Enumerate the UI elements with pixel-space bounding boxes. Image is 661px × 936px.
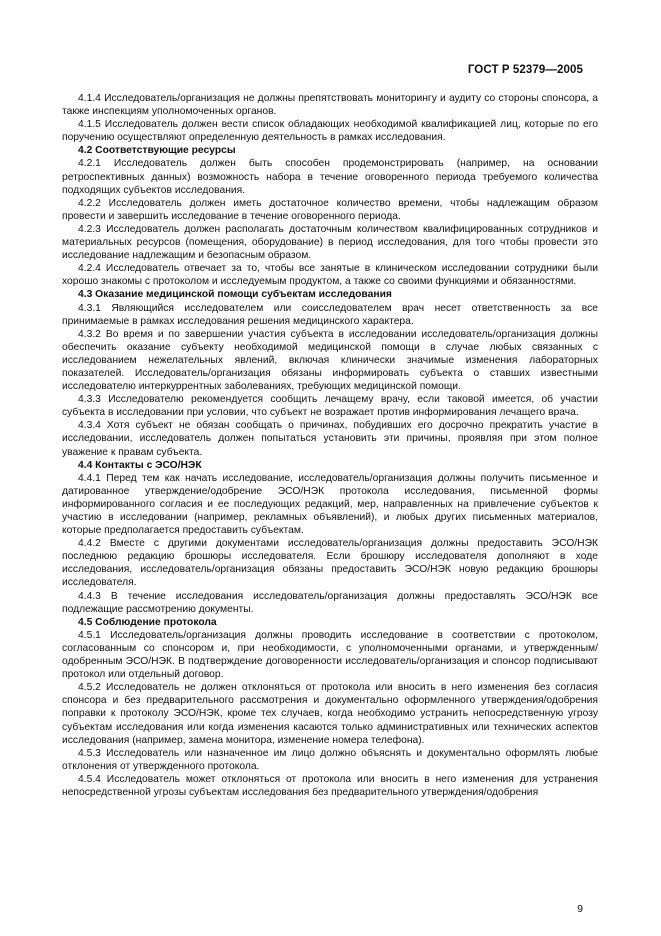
section-heading-4-5: 4.5 Соблюдение протокола — [78, 616, 217, 628]
section-heading-4-2: 4.2 Соответствующие ресурсы — [78, 145, 236, 157]
section-heading-4-3: 4.3 Оказание медицинской помощи субъектам исследования — [78, 289, 392, 301]
paragraph-4-5-3: 4.5.3 Исследователь или назначенное им лицо должно объяснять и документально оформлять любые отклонения от утвержденного протокола. — [62, 747, 598, 772]
document-body — [62, 92, 598, 799]
paragraph-4-3-3: 4.3.3 Исследователю рекомендуется сообщить лечащему врачу, если таковой имеется, об участии субъекта в исследовании при условии, что субъект не возражает против информирования лечащего врача. — [62, 394, 598, 419]
paragraph-4-5-1: 4.5.1 Исследователь/организация должны проводить исследование в соответствии с протоколом, согласованным со спонсором и, при необходимости, с уполномоченными органами, и утвержденным/одобренным ЭСО/НЭК. В подтверждение договоренности исследователь/организация и спонсор подписывают протокол или отдельный договор. — [62, 629, 598, 681]
paragraph-4-3-4: 4.3.4 Хотя субъект не обязан сообщать о причинах, побудивших его досрочно прекратить участие в исследовании, исследователь должен попытаться установить эти причины, проявляя при этом полное уважение к правам субъекта. — [62, 420, 598, 458]
section-heading-4-4: 4.4 Контакты с ЭСО/НЭК — [78, 459, 202, 471]
paragraph-4-2-3: 4.2.3 Исследователь должен располагать достаточным количеством квалифицированных сотрудников и материальных ресурсов (помещения, оборудование) в период исследования, для того чтобы провести это исследование надлежащим и безопасным образом. — [62, 223, 598, 262]
paragraph-4-3-1: 4.3.1 Являющийся исследователем или соисследователем врач несет ответственность за все принимаемые в рамках исследования решения медицинского характера. — [62, 302, 598, 327]
standard-header: ГОСТ Р 52379—2005 — [467, 64, 583, 76]
paragraph-4-4-2: 4.4.2 Вместе с другими документами исследователь/организация должны предоставить ЭСО/НЭК последнюю редакцию брошюры исследователя. Если брошюру исследователя дополняют в ходе исследования, исследователь/организация обязаны предоставить ЭСО/НЭК новую редакцию брошюры исследователя. — [62, 538, 598, 589]
paragraph-4-2-4: 4.2.4 Исследователь отвечает за то, чтобы все занятые в клиническом исследовании сотрудники были хорошо знакомы с протоколом и исследуемым продуктом, а также со своими функциями и обязанностями. — [62, 263, 598, 288]
paragraph-4-5-2: 4.5.2 Исследователь не должен отклоняться от протокола или вносить в него изменения без согласия спонсора и без предварительного рассмотрения и документально оформленного утверждения/одобрения поправки к протоколу ЭСО/НЭК, кроме тех случаев, когда необходимо устранить непосредственную угрозу субъектам исследования или когда изменения касаются только административных или технических аспектов исследования (например, замена монитора, изменение номера телефона). — [62, 682, 598, 746]
paragraph-4-2-2: 4.2.2 Исследователь должен иметь достаточное количество времени, чтобы надлежащим образом провести и завершить исследование в течение оговоренного периода. — [62, 197, 598, 222]
paragraph-4-4-3: 4.4.3 В течение исследования исследователь/организация должны предоставлять ЭСО/НЭК все подлежащие рассмотрению документы. — [62, 590, 598, 615]
paragraph-4-1-4: 4.1.4 Исследователь/организация не должны препятствовать мониторингу и аудиту со стороны спонсора, а также инспекциям уполномоченных органов. — [62, 93, 598, 118]
paragraph-4-4-1: 4.4.1 Перед тем как начать исследование, исследователь/организация должны получить письменное и датированное утверждение/одобрение ЭСО/НЭК протокола исследования, письменной формы информированного согласия и ее последующих редакций, мер, направленных на привлечение субъектов к участию в исследовании (например, рекламных объявлений), и любых других письменных материалов, которые предполагается предоставить субъектам. — [62, 472, 598, 537]
page-number: 9 — [577, 903, 583, 915]
paragraph-4-3-2: 4.3.2 Во время и по завершении участия субъекта в исследовании исследователь/организация должны обеспечить оказание субъекту необходимой медицинской помощи в случае любых связанных с исследованием нежелательных явлений, включая клинически значимые изменения лабораторных показателей. Исследователь/организация обязаны информировать субъекта о ставших известными исследователю интеркуррентных заболеваниях, требующих медицинской помощи. — [62, 328, 598, 393]
paragraph-4-1-5: 4.1.5 Исследователь должен вести список обладающих необходимой квалификацией лиц, которые по его поручению осуществляют определенную деятельность в рамках исследования. — [62, 119, 598, 144]
paragraph-4-5-4: 4.5.4 Исследователь может отклоняться от протокола или вносить в него изменения для устранения непосредственной угрозы субъектам исследования без предварительного утверждения/одобрения — [62, 773, 598, 798]
paragraph-4-2-1: 4.2.1 Исследователь должен быть способен продемонстрировать (например, на основании ретроспективных данных) возможность набора в течение оговоренного периода требуемого количества подходящих субъектов исследования. — [62, 158, 598, 196]
